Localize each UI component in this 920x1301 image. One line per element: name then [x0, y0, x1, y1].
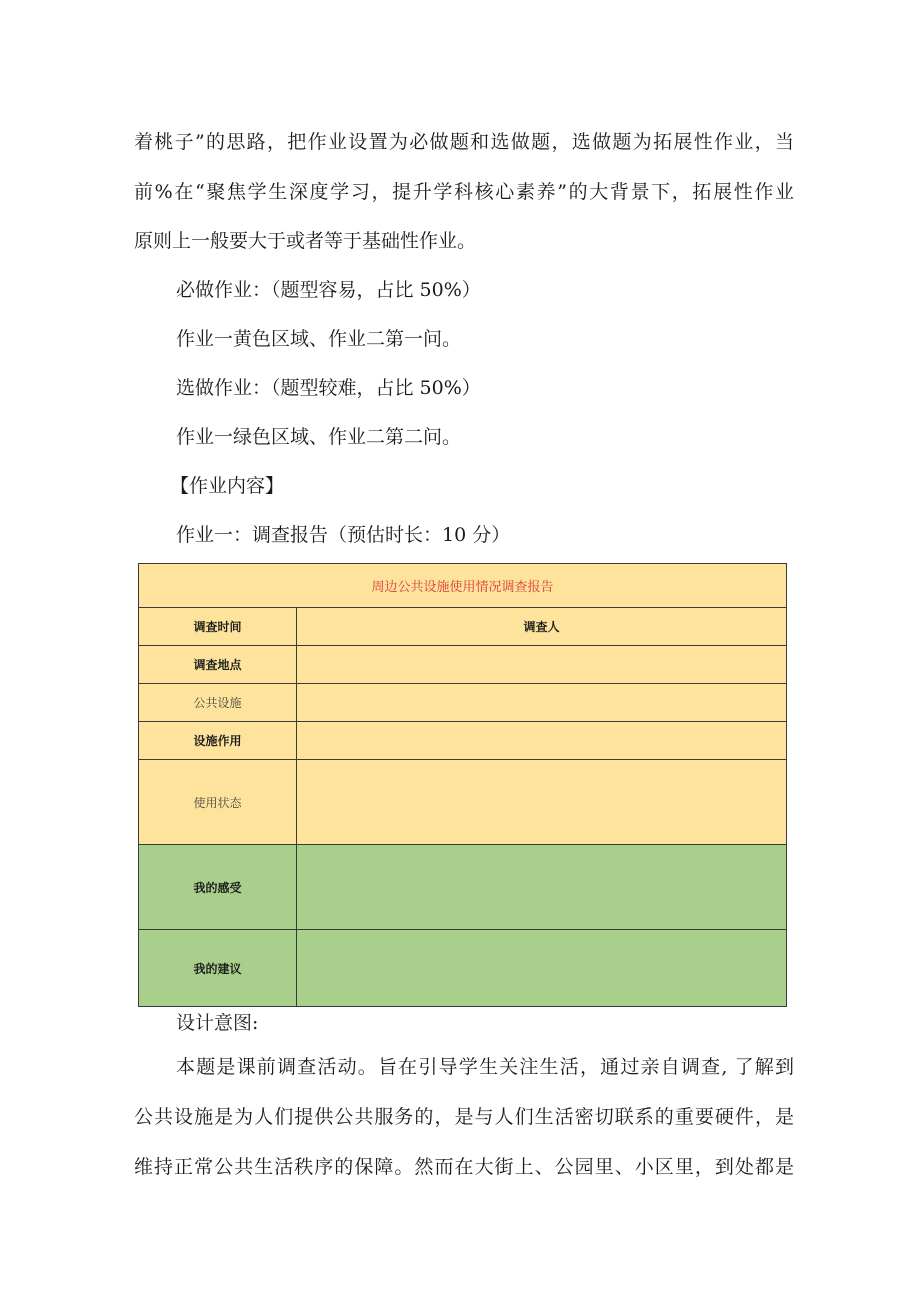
design-line-2: 公共设施是为人们提供公共服务的，是与人们生活密切联系的重要硬件，是: [134, 1106, 794, 1128]
survey-place-cell: [297, 646, 787, 684]
survey-feeling-label: 我的感受: [139, 845, 297, 930]
survey-time-label: 调查时间: [139, 608, 297, 646]
optional-homework-detail: 作业一绿色区域、作业二第二问。: [176, 426, 462, 448]
survey-title: 周边公共设施使用情况调查报告: [139, 564, 787, 608]
section-heading: 【作业内容】: [170, 475, 285, 497]
survey-facility-cell: [297, 684, 787, 722]
intro-line-2: 前%在“聚焦学生深度学习，提升学科核心素养”的大背景下，拓展性作业: [134, 181, 794, 203]
survey-function-cell: [297, 722, 787, 760]
design-line-3: 维持正常公共生活秩序的保障。然而在大街上、公园里、小区里，到处都是: [134, 1156, 794, 1178]
survey-feeling-cell: [297, 845, 787, 930]
survey-report-table: [138, 563, 787, 1007]
intro-line-3: 原则上一般要大于或者等于基础性作业。: [134, 230, 477, 252]
survey-status-label: 使用状态: [139, 760, 297, 845]
required-homework-label: 必做作业：（题型容易，占比 50%）: [176, 279, 481, 301]
survey-person-label: 调查人: [297, 608, 787, 646]
survey-status-cell: [297, 760, 787, 845]
optional-homework-label: 选做作业：（题型较难，占比 50%）: [176, 377, 481, 399]
survey-place-label: 调查地点: [139, 646, 297, 684]
survey-suggestion-label: 我的建议: [139, 930, 297, 1007]
required-homework-detail: 作业一黄色区域、作业二第一问。: [176, 328, 462, 350]
survey-function-label: 设施作用: [139, 722, 297, 760]
survey-facility-label: 公共设施: [139, 684, 297, 722]
task1-title: 作业一：调查报告（预估时长：10 分）: [176, 524, 511, 546]
survey-suggestion-cell: [297, 930, 787, 1007]
design-line-1: 本题是课前调查活动。旨在引导学生关注生活，通过亲自调查, 了解到: [176, 1056, 794, 1078]
design-heading: 设计意图:: [176, 1012, 259, 1034]
intro-line-1: 着桃子”的思路，把作业设置为必做题和选做题，选做题为拓展性作业，当: [134, 131, 794, 153]
